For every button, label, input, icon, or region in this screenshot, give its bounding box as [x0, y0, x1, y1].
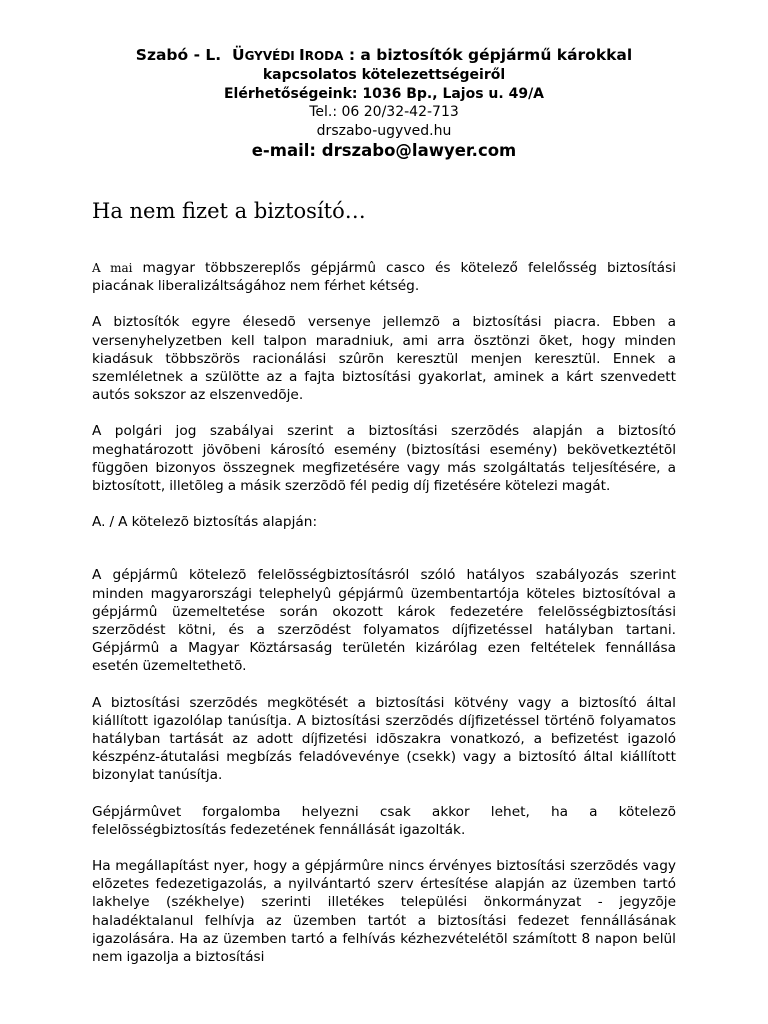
letterhead-phone: Tel.: 06 20/32-42-713 [309, 104, 459, 120]
paragraph-competition: A biztosítók egyre élesedõ versenye jellemzõ a biztosítási piacra. Ebben a versenyhelyzetben kell talpon maradniuk, ami arra ösztönzi õket, hogy minden kiadásuk többszörös racionálási szûrõn keresztül menjen keresztül. Ennek a szemléletnek a szülötte az a fajta biztosítási gyakorlat, aminek a kárt szenvedett autós sokszor az elszenvedõje. [92, 314, 676, 404]
paragraph-contract-proof: A biztosítási szerzõdés megkötését a biztosítási kötvény vagy a biztosító által kiállított igazolólap tanúsítja. A biztosítási szerzõdés díjfizetéssel történõ folyamatos hatályban tartását az adott díjfizetési idõszakra vonatkozó, a befizetést igazoló készpénz-átutalási megbízás feladóvevénye (csekk) vagy a biztosító által kiállított bizonylat tanúsítja. [92, 694, 676, 784]
paragraph-intro: A mai magyar többszereplős gépjármû casco és kötelező felelősség biztosítási piacának liberalizáltságához nem férhet kétség. [92, 260, 676, 295]
letterhead [0, 45, 768, 162]
firm-name: Szabó - L. [135, 46, 222, 64]
section-heading-mandatory-insurance: A. / A kötelezõ biztosítás alapján: [92, 514, 318, 531]
paragraph-no-coverage: Ha megállapítást nyer, hogy a gépjármûre nincs érvényes biztosítási szerzõdés vagy elõzetes fedezetigazolás, a nyilvántartó szerv értesítése alapján az üzemben tartó lakhelye (székhelye) szerinti illetékes települési önkormányzat - jegyzõje haladéktalanul felhívja az üzemben tartót a biztosítási fedezet fennállásának igazolására. Ha az üzemben tartó a felhívás kézhezvételétõl számított 8 napon belül nem igazolja a biztosítási [92, 858, 676, 966]
letterhead-address: Elérhetőségeink: 1036 Bp., Lajos u. 49/A [223, 85, 545, 102]
paragraph-liability-regulation: A gépjármû kötelezõ felelõsségbiztosításról szóló hatályos szabályozás szerint minden magyarországi telephelyû gépjármû üzembentartója köteles biztosítóval a gépjármû üzemeltetése során okozott károk fedezetére felelõsségbiztosítási szerzõdést kötni, és a szerzõdést folyamatos díjfizetéssel hatályban tartani. Gépjármû a Magyar Köztársaság területén kizárólag ezen feltételek fennállása esetén üzemeltethetõ. [92, 567, 676, 675]
letterhead-email: e-mail: drszabo@lawyer.com [251, 141, 517, 160]
article-title: Ha nem fizet a biztosító… [92, 199, 366, 223]
paragraph-registration: Gépjármûvet forgalomba helyezni csak akkor lehet, ha a kötelezõ felelõsségbiztosítás fedezetének fennállását igazolták. [92, 803, 676, 838]
letterhead-tagline: kapcsolatos kötelezettségeiről [262, 67, 506, 83]
letterhead-firm-line: Szabó - L. ÜGYVÉDI IRODA : a biztosítók gépjármű károkkal [135, 46, 633, 64]
paragraph-civil-law: A polgári jog szabályai szerint a biztosítási szerzõdés alapján a biztosító meghatározott jövõbeni károsító esemény (biztosítási esemény) bekövetkeztétõl függõen bizonyos összegnek megfizetésére vagy más szolgáltatás teljesítésére, a biztosított, illetõleg a másik szerzõdõ fél pedig díj fizetésére kötelezi magát. [92, 423, 676, 495]
letterhead-website: drszabo-ugyved.hu [316, 122, 452, 139]
article-body [92, 259, 676, 966]
